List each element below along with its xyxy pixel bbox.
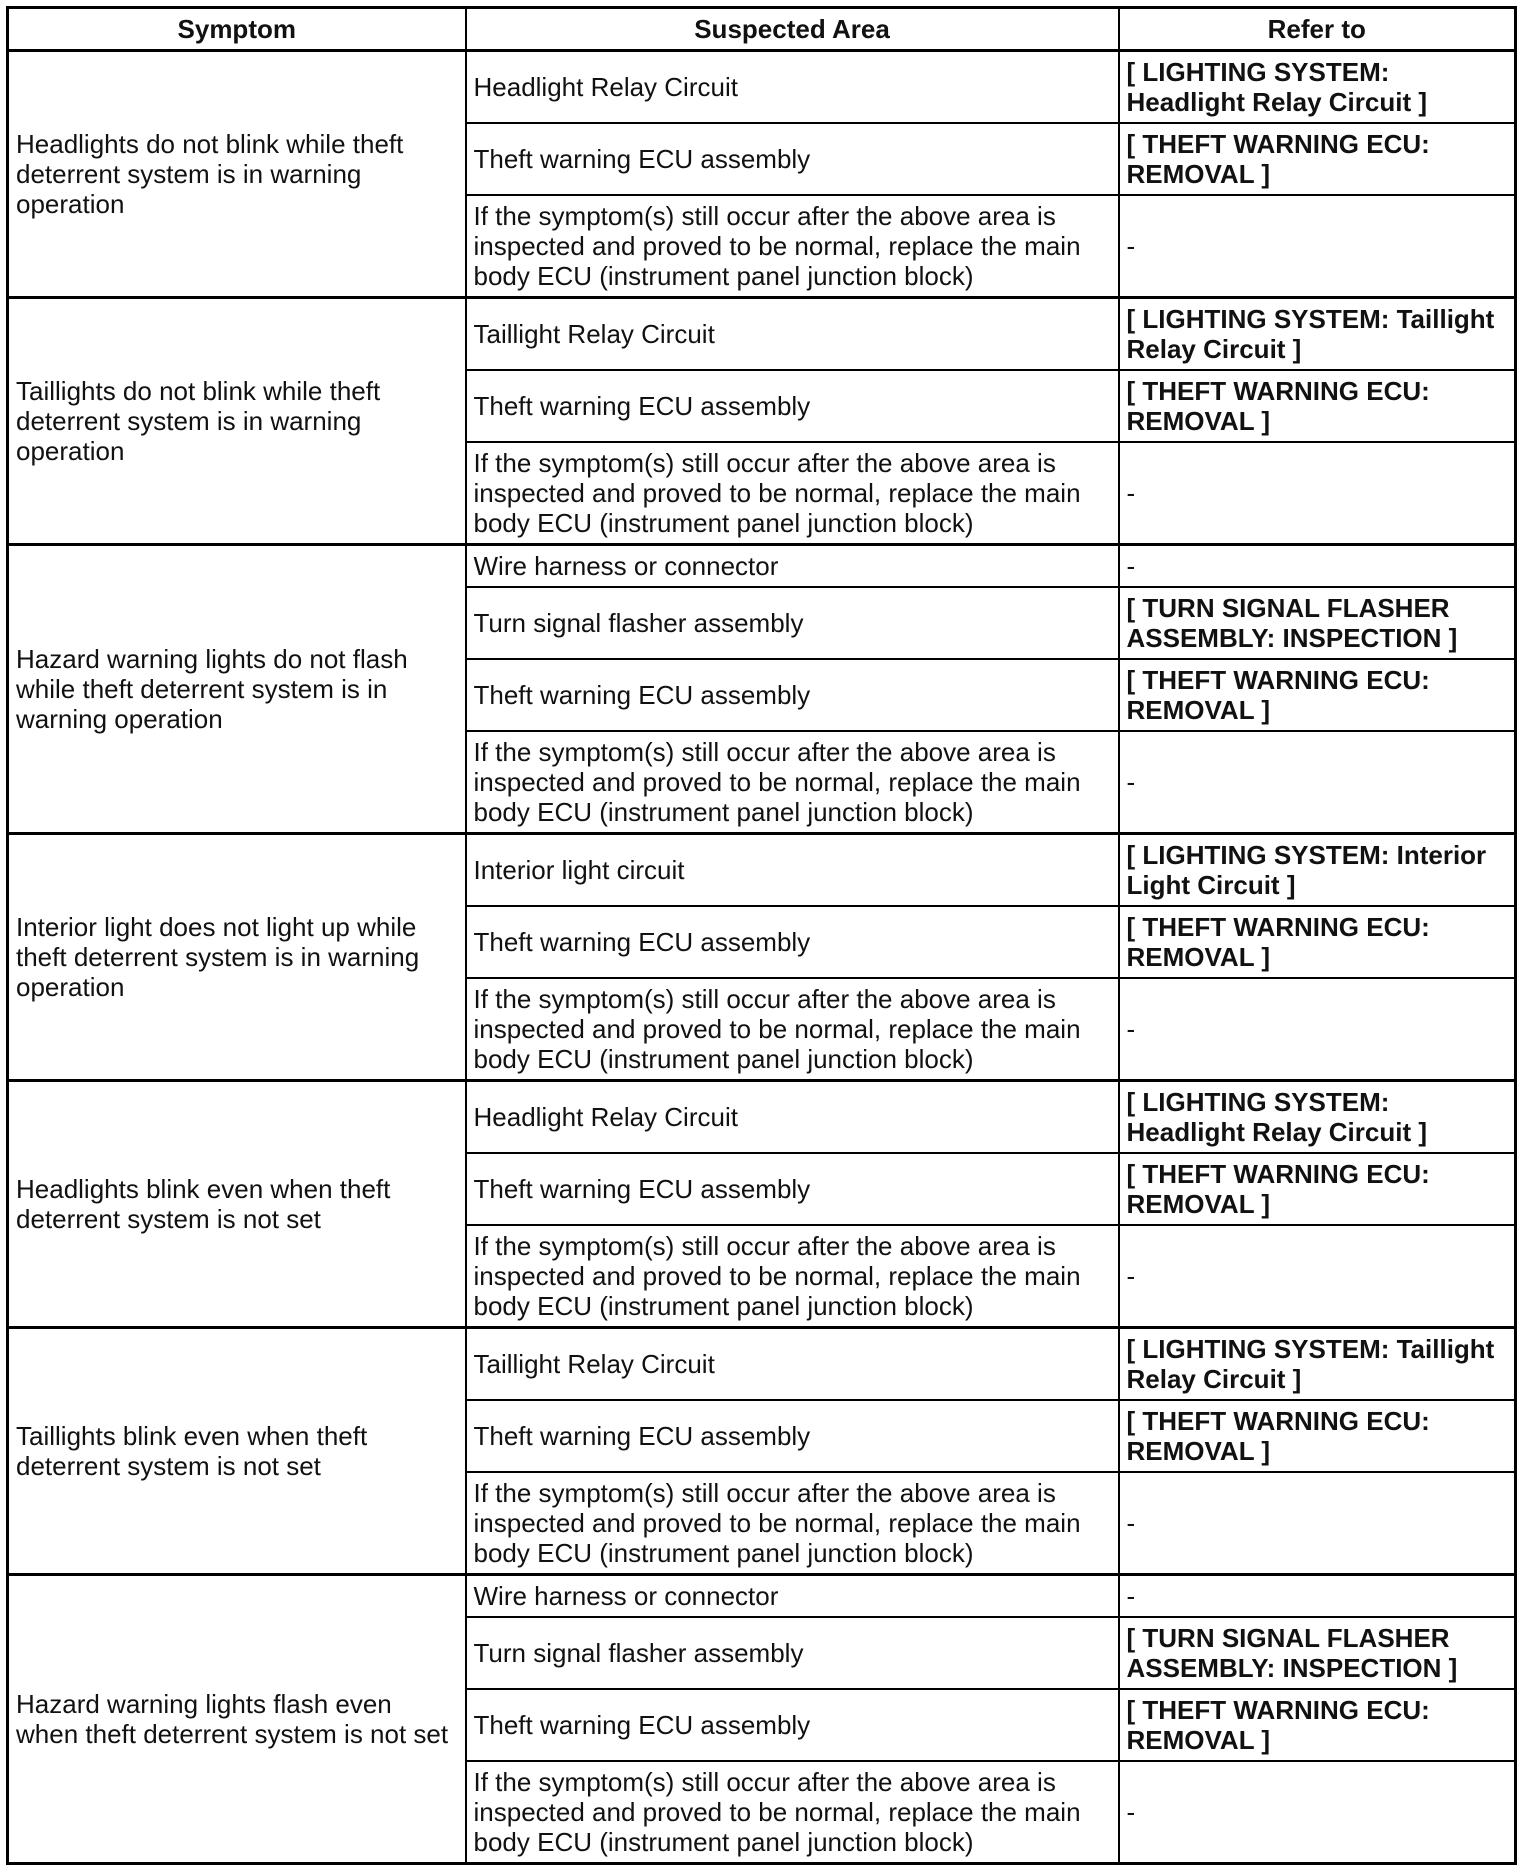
refer-to-cell: [ LIGHTING SYSTEM: Interior Light Circuit ] bbox=[1119, 834, 1516, 907]
refer-to-cell: - bbox=[1119, 545, 1516, 588]
table-row bbox=[8, 545, 1516, 588]
symptom-group bbox=[8, 51, 1516, 298]
suspected-area-cell: If the symptom(s) still occur after the above area is inspected and proved to be normal, replace the main body ECU (instrument panel junction block) bbox=[466, 195, 1119, 298]
symptom-group bbox=[8, 834, 1516, 1081]
suspected-area-cell: Theft warning ECU assembly bbox=[466, 906, 1119, 978]
symptom-cell: Headlights blink even when theft deterrent system is not set bbox=[8, 1081, 466, 1328]
suspected-area-cell: Turn signal flasher assembly bbox=[466, 1617, 1119, 1689]
symptom-cell: Hazard warning lights flash even when theft deterrent system is not set bbox=[8, 1575, 466, 1864]
table-row bbox=[8, 51, 1516, 124]
troubleshooting-table bbox=[6, 6, 1517, 1865]
table-row bbox=[8, 834, 1516, 907]
suspected-area-cell: Theft warning ECU assembly bbox=[466, 123, 1119, 195]
suspected-area-cell: If the symptom(s) still occur after the above area is inspected and proved to be normal, replace the main body ECU (instrument panel junction block) bbox=[466, 1761, 1119, 1864]
refer-to-cell: [ TURN SIGNAL FLASHER ASSEMBLY: INSPECTION ] bbox=[1119, 587, 1516, 659]
header-row bbox=[8, 8, 1516, 51]
table-header bbox=[8, 8, 1516, 51]
suspected-area-cell: If the symptom(s) still occur after the above area is inspected and proved to be normal, replace the main body ECU (instrument panel junction block) bbox=[466, 1225, 1119, 1328]
refer-to-cell: [ THEFT WARNING ECU: REMOVAL ] bbox=[1119, 1689, 1516, 1761]
suspected-area-cell: Turn signal flasher assembly bbox=[466, 587, 1119, 659]
suspected-area-cell: Theft warning ECU assembly bbox=[466, 370, 1119, 442]
suspected-area-cell: Headlight Relay Circuit bbox=[466, 1081, 1119, 1154]
suspected-area-cell: Theft warning ECU assembly bbox=[466, 1689, 1119, 1761]
refer-to-cell: [ THEFT WARNING ECU: REMOVAL ] bbox=[1119, 123, 1516, 195]
refer-to-cell: [ THEFT WARNING ECU: REMOVAL ] bbox=[1119, 659, 1516, 731]
symptom-group bbox=[8, 1081, 1516, 1328]
symptom-group bbox=[8, 1575, 1516, 1864]
symptom-cell: Interior light does not light up while theft deterrent system is in warning operation bbox=[8, 834, 466, 1081]
refer-to-cell: [ LIGHTING SYSTEM: Taillight Relay Circuit ] bbox=[1119, 298, 1516, 371]
suspected-area-cell: If the symptom(s) still occur after the above area is inspected and proved to be normal, replace the main body ECU (instrument panel junction block) bbox=[466, 978, 1119, 1081]
suspected-area-cell: If the symptom(s) still occur after the above area is inspected and proved to be normal, replace the main body ECU (instrument panel junction block) bbox=[466, 442, 1119, 545]
symptom-group bbox=[8, 1328, 1516, 1575]
refer-to-cell: [ THEFT WARNING ECU: REMOVAL ] bbox=[1119, 1400, 1516, 1472]
refer-to-cell: - bbox=[1119, 1575, 1516, 1618]
suspected-area-cell: Wire harness or connector bbox=[466, 545, 1119, 588]
table-row bbox=[8, 1328, 1516, 1401]
symptom-cell: Headlights do not blink while theft deterrent system is in warning operation bbox=[8, 51, 466, 298]
symptom-group bbox=[8, 298, 1516, 545]
refer-to-cell: - bbox=[1119, 195, 1516, 298]
suspected-area-cell: Interior light circuit bbox=[466, 834, 1119, 907]
table-row bbox=[8, 1575, 1516, 1618]
suspected-area-cell: If the symptom(s) still occur after the above area is inspected and proved to be normal, replace the main body ECU (instrument panel junction block) bbox=[466, 731, 1119, 834]
refer-to-cell: [ THEFT WARNING ECU: REMOVAL ] bbox=[1119, 370, 1516, 442]
table-row bbox=[8, 1081, 1516, 1154]
suspected-area-cell: If the symptom(s) still occur after the above area is inspected and proved to be normal, replace the main body ECU (instrument panel junction block) bbox=[466, 1472, 1119, 1575]
refer-to-cell: [ LIGHTING SYSTEM: Headlight Relay Circuit ] bbox=[1119, 51, 1516, 124]
suspected-area-cell: Wire harness or connector bbox=[466, 1575, 1119, 1618]
suspected-area-cell: Theft warning ECU assembly bbox=[466, 659, 1119, 731]
header-suspected-area: Suspected Area bbox=[466, 8, 1119, 51]
refer-to-cell: [ THEFT WARNING ECU: REMOVAL ] bbox=[1119, 1153, 1516, 1225]
refer-to-cell: - bbox=[1119, 978, 1516, 1081]
refer-to-cell: - bbox=[1119, 731, 1516, 834]
refer-to-cell: [ THEFT WARNING ECU: REMOVAL ] bbox=[1119, 906, 1516, 978]
refer-to-cell: [ LIGHTING SYSTEM: Headlight Relay Circuit ] bbox=[1119, 1081, 1516, 1154]
suspected-area-cell: Headlight Relay Circuit bbox=[466, 51, 1119, 124]
refer-to-cell: [ TURN SIGNAL FLASHER ASSEMBLY: INSPECTION ] bbox=[1119, 1617, 1516, 1689]
symptom-group bbox=[8, 545, 1516, 834]
refer-to-cell: - bbox=[1119, 1225, 1516, 1328]
refer-to-cell: - bbox=[1119, 442, 1516, 545]
header-symptom: Symptom bbox=[8, 8, 466, 51]
suspected-area-cell: Taillight Relay Circuit bbox=[466, 1328, 1119, 1401]
symptom-cell: Hazard warning lights do not flash while theft deterrent system is in warning operation bbox=[8, 545, 466, 834]
refer-to-cell: [ LIGHTING SYSTEM: Taillight Relay Circuit ] bbox=[1119, 1328, 1516, 1401]
suspected-area-cell: Taillight Relay Circuit bbox=[466, 298, 1119, 371]
symptom-cell: Taillights blink even when theft deterrent system is not set bbox=[8, 1328, 466, 1575]
refer-to-cell: - bbox=[1119, 1761, 1516, 1864]
suspected-area-cell: Theft warning ECU assembly bbox=[466, 1153, 1119, 1225]
suspected-area-cell: Theft warning ECU assembly bbox=[466, 1400, 1119, 1472]
header-refer-to: Refer to bbox=[1119, 8, 1516, 51]
refer-to-cell: - bbox=[1119, 1472, 1516, 1575]
table-row bbox=[8, 298, 1516, 371]
symptom-cell: Taillights do not blink while theft deterrent system is in warning operation bbox=[8, 298, 466, 545]
